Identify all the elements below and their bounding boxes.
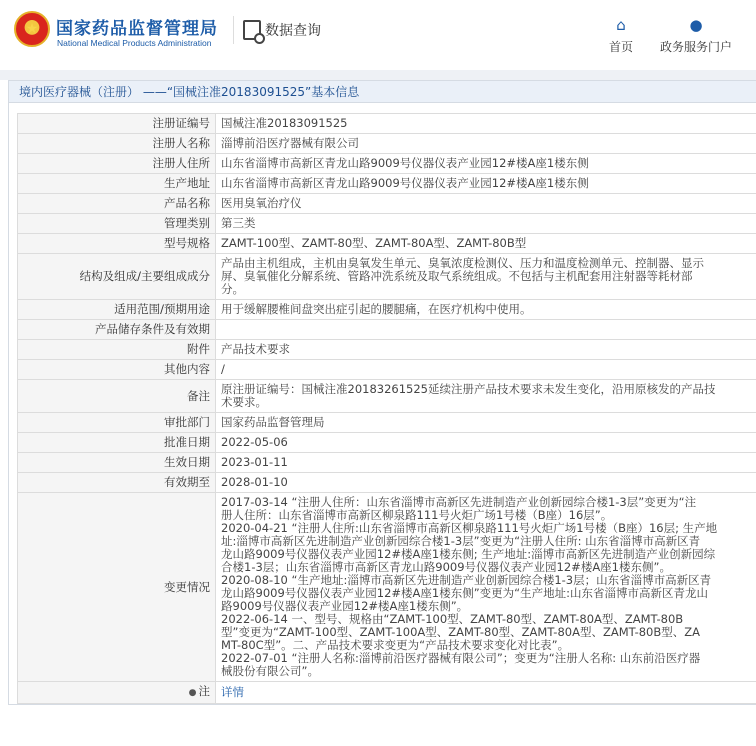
table-row xyxy=(18,433,756,453)
table-row xyxy=(18,194,756,214)
row-label: 附件 xyxy=(18,340,216,360)
table-row xyxy=(18,300,756,320)
row-label: 批准日期 xyxy=(18,433,216,453)
search-document-icon xyxy=(243,20,261,40)
row-label: 审批部门 xyxy=(18,413,216,433)
row-label: 备注 xyxy=(18,380,216,413)
row-label: 注册人名称 xyxy=(18,134,216,154)
row-value: 用于缓解腰椎间盘突出症引起的腰腿痛，在医疗机构中使用。 xyxy=(216,300,756,320)
row-value: 淄博前沿医疗器械有限公司 xyxy=(216,134,756,154)
row-value: 产品由主机组成，主机由臭氧发生单元、臭氧浓度检测仪、压力和温度检测单元、控制器、显示 屏、臭氧催化分解系统、管路冲洗系统及取气系统组成。不包括与主机配套用注射器等耗材部 分。 xyxy=(216,254,756,300)
note-value-cell xyxy=(216,682,756,704)
detail-panel xyxy=(8,80,756,705)
row-value: 医用臭氧治疗仪 xyxy=(216,194,756,214)
table-row xyxy=(18,254,756,300)
row-value: 2022-05-06 xyxy=(216,433,756,453)
row-label: 产品名称 xyxy=(18,194,216,214)
row-value: 山东省淄博市高新区青龙山路9009号仪器仪表产业园12#楼A座1楼东侧 xyxy=(216,174,756,194)
detail-table xyxy=(17,113,756,704)
panel-title: 境内医疗器械（注册） ——“国械注准20183091525”基本信息 xyxy=(9,81,756,103)
site-subtitle: National Medical Products Administration xyxy=(57,38,212,48)
site-title: 国家药品监督管理局 xyxy=(56,19,218,39)
row-value: / xyxy=(216,360,756,380)
table-row xyxy=(18,340,756,360)
row-value: 国械注准20183091525 xyxy=(216,114,756,134)
row-value: ZAMT-100型、ZAMT-80型、ZAMT-80A型、ZAMT-80B型 xyxy=(216,234,756,254)
row-value: 原注册证编号：国械注准20183261525延续注册产品技术要求未发生变化，沿用原核发的产品技 术要求。 xyxy=(216,380,756,413)
row-label: 结构及组成/主要组成成分 xyxy=(18,254,216,300)
national-emblem-icon: ★ xyxy=(14,11,50,47)
row-label: 有效期至 xyxy=(18,473,216,493)
row-label: 适用范围/预期用途 xyxy=(18,300,216,320)
row-label: 型号规格 xyxy=(18,234,216,254)
nav-gov-portal[interactable] xyxy=(657,16,735,55)
data-query-link[interactable] xyxy=(243,20,321,40)
table-row xyxy=(18,114,756,134)
note-label-text: 注 xyxy=(198,684,210,698)
location-pin-icon: ● xyxy=(188,688,197,698)
nav-gov-label: 政务服务门户 xyxy=(659,40,732,54)
table-row xyxy=(18,214,756,234)
row-value: 第三类 xyxy=(216,214,756,234)
table-row xyxy=(18,154,756,174)
table-row xyxy=(18,493,756,682)
row-value: 2028-01-10 xyxy=(216,473,756,493)
row-value xyxy=(216,320,756,340)
table-row xyxy=(18,473,756,493)
table-row xyxy=(18,380,756,413)
table-row xyxy=(18,174,756,194)
row-value: 2017-03-14 “注册人住所：山东省淄博市高新区先进制造产业创新园综合楼1-3层”变更为“注 册人住所：山东省淄博市高新区柳泉路111号火炬广场1号楼（B座）16层”。 2020-04-21 “注册人住所:山东省淄博市高新区柳泉路111号火炬广场1号楼（B座）16层; 生产地 址:淄博市高新区先进制造产业创新园综合楼1-3层”变更为“注册人住所: 山东省淄博市高新区青 龙山路9009号仪器仪表产业园12#楼A座1楼东侧; 生产地址:淄博市高新区先进制造产业创新园综 合楼1-3层；山东省淄博市高新区青龙山路9009号仪器仪表产业园12#楼A座1楼东侧”。 2020-08-10 “生产地址:淄博市高新区先进制造产业创新园综合楼1-3层；山东省淄博市高新区青 龙山路9009号仪器仪表产业园12#楼A座1楼东侧”变更为“生产地址:山东省淄博市高新区青龙山 路9009号仪器仪表产业园12#楼A座1楼东侧”。 2022-06-14 一、型号、规格由“ZAMT-100型、ZAMT-80型、ZAMT-80A型、ZAMT-80B 型”变更为“ZAMT-100型、ZAMT-100A型、ZAMT-80型、ZAMT-80A型、ZAMT-80B型、ZA MT-80C型”。二、产品技术要求变更为“产品技术要求变化对比表”。 2022-07-01 “注册人名称:淄博前沿医疗器械有限公司”；变更为“注册人名称: 山东前沿医疗器 械股份有限公司”。 xyxy=(216,493,756,682)
note-label xyxy=(18,682,216,704)
table-row xyxy=(18,413,756,433)
row-label: 管理类别 xyxy=(18,214,216,234)
row-value: 国家药品监督管理局 xyxy=(216,413,756,433)
home-icon: ⌂ xyxy=(616,16,626,34)
row-label: 其他内容 xyxy=(18,360,216,380)
table-row xyxy=(18,320,756,340)
details-link[interactable]: 详情 xyxy=(221,685,244,699)
row-value: 2023-01-11 xyxy=(216,453,756,473)
row-label: 注册人住所 xyxy=(18,154,216,174)
row-label: 变更情况 xyxy=(18,493,216,682)
nav-home-label: 首页 xyxy=(608,40,633,54)
table-row xyxy=(18,360,756,380)
row-label: 生效日期 xyxy=(18,453,216,473)
note-row xyxy=(18,682,756,704)
table-row xyxy=(18,134,756,154)
table-row xyxy=(18,453,756,473)
user-icon: ● xyxy=(689,16,703,34)
nav-home[interactable] xyxy=(606,16,636,55)
site-header xyxy=(0,0,756,70)
header-separator xyxy=(0,70,756,80)
row-value: 山东省淄博市高新区青龙山路9009号仪器仪表产业园12#楼A座1楼东侧 xyxy=(216,154,756,174)
header-divider xyxy=(233,16,234,44)
row-label: 产品储存条件及有效期 xyxy=(18,320,216,340)
row-label: 生产地址 xyxy=(18,174,216,194)
table-row xyxy=(18,234,756,254)
row-label: 注册证编号 xyxy=(18,114,216,134)
row-value: 产品技术要求 xyxy=(216,340,756,360)
data-query-label: 数据查询 xyxy=(265,23,321,39)
